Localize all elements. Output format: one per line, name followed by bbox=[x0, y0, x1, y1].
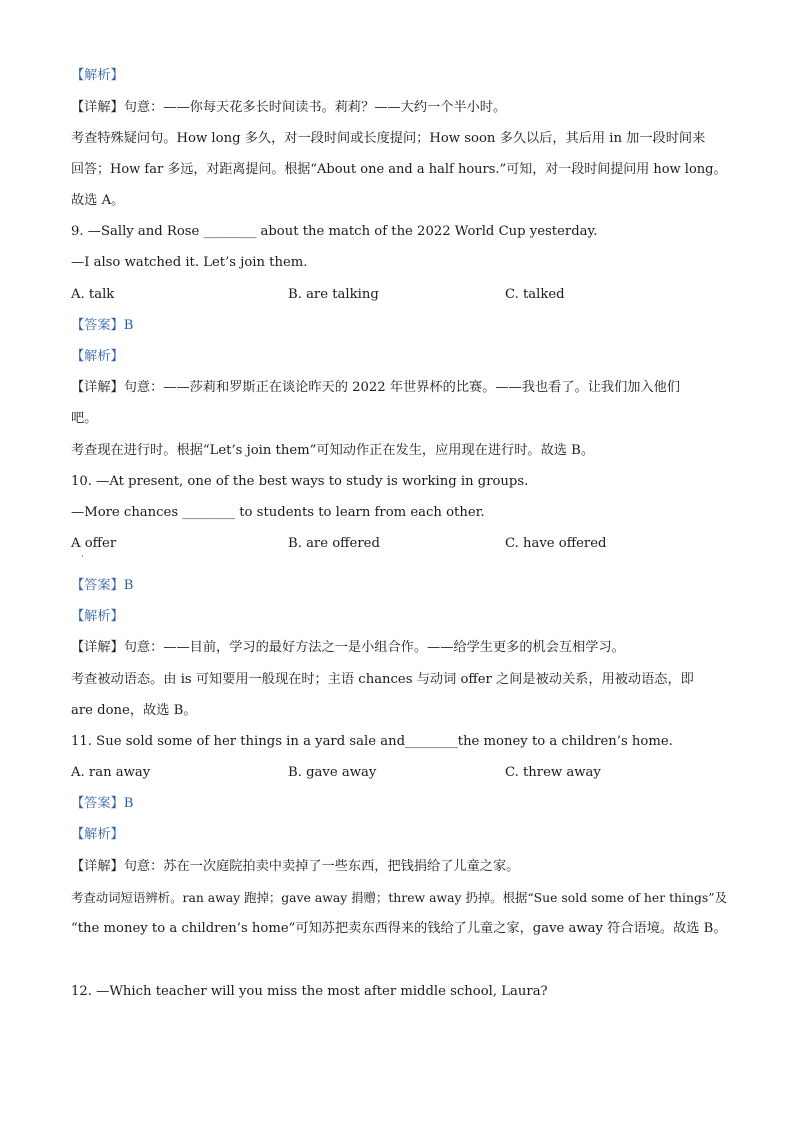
question-10-reply: —More chances ________ to students to learn from each other. bbox=[71, 505, 485, 520]
question-10-stem: 10. —At present, one of the best ways to study is working in groups. bbox=[71, 474, 529, 489]
explanation-line-2: 回答；How far 多远，对距离提问。根据“About one and a half hours.”可知，对一段时间提问用 how long。 bbox=[71, 162, 727, 177]
q11-answer: 【答案】B bbox=[71, 796, 134, 811]
question-9-reply: —I also watched it. Let’s join them. bbox=[71, 255, 308, 270]
question-9-stem: 9. —Sally and Rose ________ about the match of the 2022 World Cup yesterday. bbox=[71, 224, 598, 239]
q10-detail: 【详解】句意：——目前，学习的最好方法之一是小组合作。——给学生更多的机会互相学习。 bbox=[71, 640, 625, 655]
stray-dot: · bbox=[81, 552, 84, 562]
q11-explanation-2: “the money to a children’s home”可知苏把卖东西得来的钱给了儿童之家，gave away 符合语境。故选 B。 bbox=[71, 921, 727, 936]
q9-detail-1: 【详解】句意：——莎莉和罗斯正在谈论昨天的 2022 年世界杯的比赛。——我也看了。让我们加入他们 bbox=[71, 380, 681, 395]
q9-analysis-heading: 【解析】 bbox=[71, 349, 124, 364]
explanation-line-3: 故选 A。 bbox=[71, 193, 125, 208]
q10-option-c: C. have offered bbox=[505, 536, 607, 551]
q10-answer: 【答案】B bbox=[71, 578, 134, 593]
q10-analysis-heading: 【解析】 bbox=[71, 609, 124, 624]
q11-explanation-1: 考查动词短语辨析。ran away 跑掉；gave away 捐赠；threw away 扔掉。根据“Sue sold some of her things”及 bbox=[71, 890, 727, 905]
q9-option-b: B. are talking bbox=[288, 287, 379, 302]
question-12-stem: 12. —Which teacher will you miss the most after middle school, Laura? bbox=[71, 984, 548, 999]
detail-translation: 【详解】句意：——你每天花多长时间读书。莉莉？——大约一个半小时。 bbox=[71, 100, 507, 115]
explanation-line-1: 考查特殊疑问句。How long 多久，对一段时间或长度提问；How soon 多久以后，其后用 in 加一段时间来 bbox=[71, 131, 706, 146]
analysis-heading: 【解析】 bbox=[71, 68, 124, 83]
q11-option-a: A. ran away bbox=[71, 765, 151, 780]
q9-option-a: A. talk bbox=[71, 287, 115, 302]
q9-option-c: C. talked bbox=[505, 287, 565, 302]
q10-option-a: A offer bbox=[71, 536, 117, 551]
q11-option-c: C. threw away bbox=[505, 765, 601, 780]
q10-explanation-2: are done，故选 B。 bbox=[71, 703, 197, 718]
q11-detail: 【详解】句意：苏在一次庭院拍卖中卖掉了一些东西，把钱捐给了儿童之家。 bbox=[71, 859, 520, 874]
question-11-stem: 11. Sue sold some of her things in a yard sale and________the money to a children’s home. bbox=[71, 734, 673, 749]
q11-analysis-heading: 【解析】 bbox=[71, 827, 124, 842]
q10-explanation-1: 考查被动语态。由 is 可知要用一般现在时；主语 chances 与动词 offer 之间是被动关系，用被动语态，即 bbox=[71, 672, 694, 687]
q9-detail-2: 吧。 bbox=[71, 411, 98, 426]
q9-explanation: 考查现在进行时。根据“Let’s join them”可知动作正在发生，应用现在进行时。故选 B。 bbox=[71, 443, 595, 458]
q11-option-b: B. gave away bbox=[288, 765, 377, 780]
q9-answer: 【答案】B bbox=[71, 318, 134, 333]
q10-option-b: B. are offered bbox=[288, 536, 380, 551]
